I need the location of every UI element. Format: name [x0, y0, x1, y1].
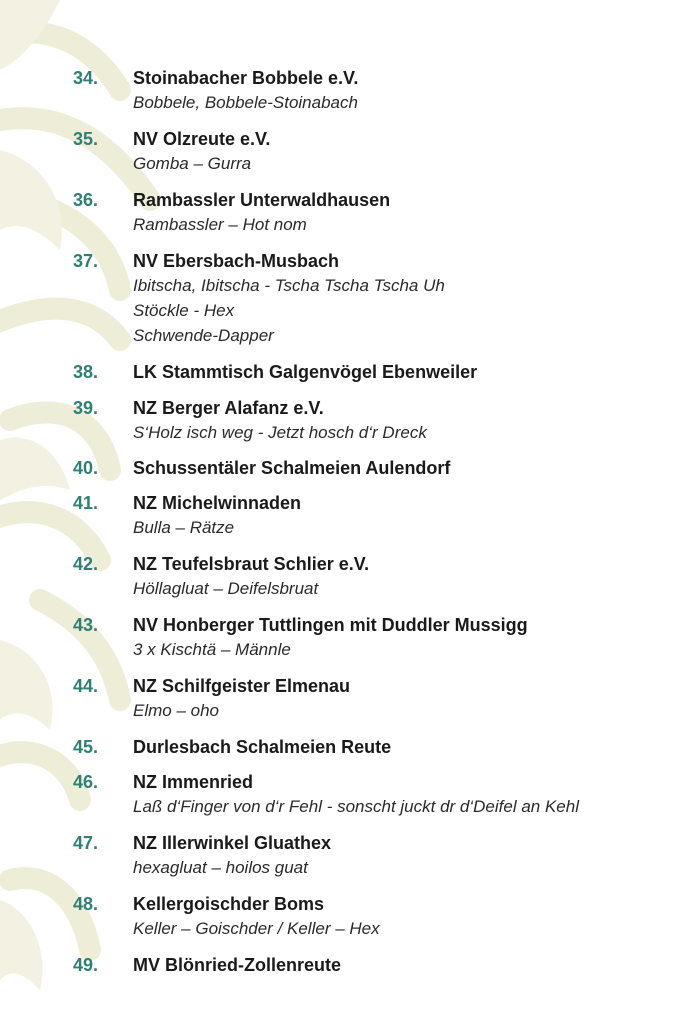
item-title: NZ Michelwinnaden	[133, 493, 302, 513]
item-number: 44.	[73, 676, 99, 696]
item-title: Rambassler Unterwaldhausen	[133, 190, 391, 210]
item-subtitle: Ibitscha, Ibitscha - Tscha Tscha Tscha Uh	[133, 276, 445, 295]
item-title: NV Honberger Tuttlingen mit Duddler Mussigg	[133, 615, 528, 635]
item-subtitle: 3 x Kischtä – Männle	[133, 640, 291, 659]
item-title: NZ Immenried	[133, 772, 254, 792]
item-number: 36.	[73, 190, 99, 210]
item-subtitle: Stöckle - Hex	[133, 301, 235, 320]
item-number: 45.	[73, 737, 99, 757]
item-title: NZ Schilfgeister Elmenau	[133, 676, 351, 696]
item-number: 47.	[73, 833, 99, 853]
item-subtitle: Höllagluat – Deifelsbruat	[133, 579, 319, 598]
item-number: 49.	[73, 955, 99, 975]
item-number: 46.	[73, 772, 99, 792]
item-number: 38.	[73, 362, 99, 382]
item-number: 42.	[73, 554, 99, 574]
item-subtitle: Elmo – oho	[133, 701, 219, 720]
item-subtitle: Gomba – Gurra	[133, 154, 252, 173]
item-subtitle: Schwende-Dapper	[133, 326, 274, 345]
item-title: NV Ebersbach-Musbach	[133, 251, 340, 271]
item-subtitle: Keller – Goischder / Keller – Hex	[133, 919, 380, 938]
item-number: 39.	[73, 398, 99, 418]
item-subtitle: Laß d‘Finger von d‘r Fehl - sonscht juckt dr d‘Deifel an Kehl	[133, 797, 579, 816]
item-number: 41.	[73, 493, 99, 513]
item-title: Durlesbach Schalmeien Reute	[133, 737, 392, 757]
item-number: 34.	[73, 68, 99, 88]
item-number: 37.	[73, 251, 99, 271]
item-subtitle: hexagluat – hoilos guat	[133, 858, 308, 877]
item-subtitle: Bobbele, Bobbele-Stoinabach	[133, 93, 358, 112]
item-title: Kellergoischder Boms	[133, 894, 325, 914]
item-title: NZ Illerwinkel Gluathex	[133, 833, 332, 853]
item-title: NZ Teufelsbraut Schlier e.V.	[133, 554, 370, 574]
item-number: 48.	[73, 894, 99, 914]
item-title: NV Olzreute e.V.	[133, 129, 271, 149]
item-title: LK Stammtisch Galgenvögel Ebenweiler	[133, 362, 478, 382]
item-number: 43.	[73, 615, 99, 635]
item-title: Stoinabacher Bobbele e.V.	[133, 68, 359, 88]
item-subtitle: Rambassler – Hot nom	[133, 215, 307, 234]
item-subtitle: Bulla – Rätze	[133, 518, 235, 537]
item-number: 40.	[73, 458, 99, 478]
item-title: MV Blönried-Zollenreute	[133, 955, 342, 975]
item-number: 35.	[73, 129, 99, 149]
item-subtitle: S‘Holz isch weg - Jetzt hosch d‘r Dreck	[133, 423, 427, 442]
item-title: Schussentäler Schalmeien Aulendorf	[133, 458, 451, 478]
item-title: NZ Berger Alafanz e.V.	[133, 398, 324, 418]
